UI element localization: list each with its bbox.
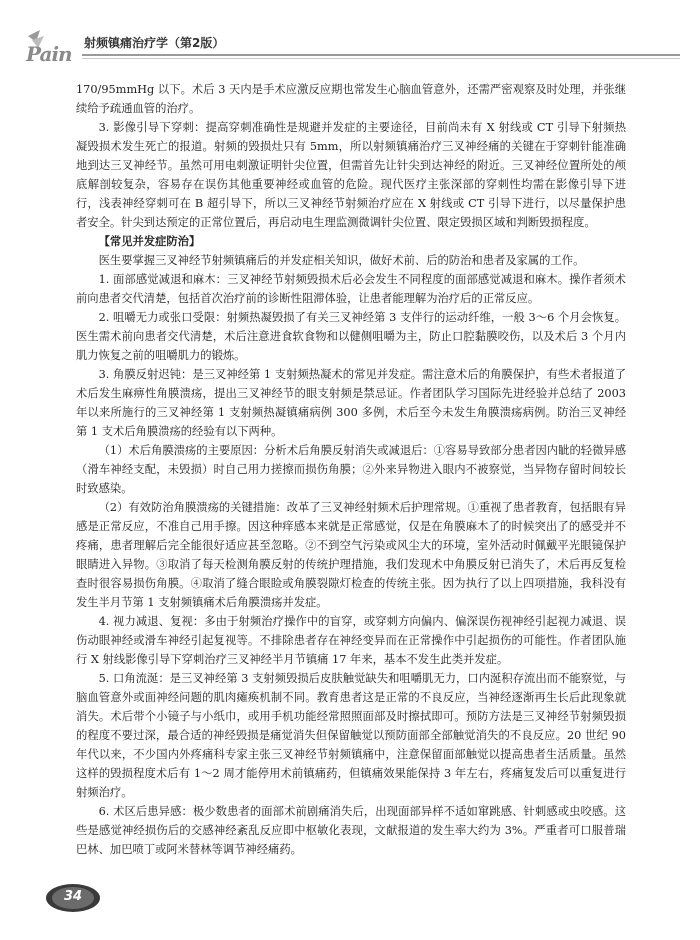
paragraph: （2）有效防治角膜溃疡的关键措施：改革了三叉神经射频术后护理常规。①重视了患者教育，包括眼有异感是正常反应，不准自己用手擦。因这种痒感本来就是正常感觉，仅是在角膜麻木了的时候突出了的感受并不疼痛，患者理解后完全能很好适应甚至忽略。②不到空气污染或风尘大的环境，室外活动时佩戴平光眼镜保护眼睛进入异物。③取消了每天检测角膜反射的传统护理措施，我们发现术中角膜反射已消失了，术后再反复检查时很容易损伤角膜。④取消了缝合眼睑或角膜裂隙灯检查的传统主张。因为执行了以上四项措施，我科没有发生半月节第 1 支射频镇痛术后角膜溃疡并发症。 <box>76 501 626 609</box>
paragraph: 170/95mmHg 以下。术后 3 天内是手术应激反应期也常发生心脑血管意外，还需严密观察及时处理，并张继续给予疏通血管的治疗。 <box>76 83 626 115</box>
header-rule <box>82 54 680 56</box>
paragraph: 6. 术区后患异感：极少数患者的面部术前剧痛消失后，出现面部异样不适如窜跳感、针刺感或虫咬感。这些是感觉神经损伤后的交感神经紊乱反应即中枢敏化表现，文献报道的发生率大约为 3%。严重者可口服普瑞巴林、加巴喷丁或阿米替林等调节神经痛药。 <box>76 805 626 856</box>
paragraph: 医生要掌握三叉神经节射频镇痛后的并发症相关知识，做好术前、后的防治和患者及家属的工作。 <box>98 254 585 267</box>
paragraph: 3. 角膜反射迟钝：是三叉神经第 1 支射频热凝术的常见并发症。需注意术后的角膜保护，有些术者报道了术后发生麻痹性角膜溃疡，提出三叉神经节的眼支射频是禁忌证。作者团队学习国际先进经验并总结了 2003 年以来所施行的三叉神经第 1 支射频热凝镇痛病例 300 多例，术后至今未发生角膜溃疡病例。防治三叉神经第 1 支术后角膜溃疡的经验有以下两种。 <box>76 368 626 438</box>
paragraph: 5. 口角流涎：是三叉神经第 3 支射频毁损后皮肤触觉缺失和咀嚼肌无力，口内涎积存流出而不能察觉，与脑血管意外或面神经问题的肌肉瘫痪机制不同。教育患者这是正常的不良反应，当神经逐渐再生长后此现象就消失。术后带个小镜子与小纸巾，或用手机功能经常照照面部及时擦拭即可。预防方法是三叉神经节射频毁损的程度不要过深，最合适的神经毁损是痛觉消失但保留触觉以预防面部全部触觉消失的不良反应。20 世纪 90 年代以来，不少国内外疼痛科专家主张三叉神经节射频镇痛中，注意保留面部触觉以提高患者生活质量。虽然这样的毁损程度术后有 1～2 周才能停用术前镇痛药，但镇痛效果能保持 3 年左右，疼痛复发后可以重复进行射频治疗。 <box>76 672 626 799</box>
paragraph: 1. 面部感觉减退和麻木：三叉神经节射频毁损术后必会发生不同程度的面部感觉减退和麻木。操作者须术前向患者交代清楚，包括首次治疗前的诊断性阻滞体验，让患者能理解为治疗后的正常反应。 <box>76 273 626 305</box>
paragraph: 3. 影像引导下穿刺：提高穿刺准确性是规避并发症的主要途径，目前尚未有 X 射线或 CT 引导下射频热凝毁损术发生死亡的报道。射频的毁损灶只有 5mm，所以射频镇痛治疗三叉神经痛的关键在于穿刺针能准确地到达三叉神经节。虽然可用电刺激证明针尖位置，但需首先让针尖到达神经的附近。三叉神经位置所处的颅底解剖较复杂，容易存在误伤其他重要神经或血管的危险。现代医疗主张深部的穿刺性均需在影像引导下进行，浅表神经穿刺可在 B 超引导下，所以三叉神经节射频治疗应在 X 射线或 CT 引导下进行，以尽量保护患者安全。针尖到达预定的正常位置后，再启动电生理监测微调针尖位置、限定毁损区域和判断毁损程度。 <box>76 121 626 229</box>
header-rule-thin <box>82 58 680 59</box>
logo-wordmark: Pain <box>26 42 72 66</box>
page-body <box>76 80 626 859</box>
paragraph: 4. 视力减退、复视：多由于射频治疗操作中的盲穿，或穿刺方向偏内、偏深误伤视神经引起视力减退、误伤动眼神经或滑车神经引起复视等。不排除患者存在神经变异而在正常操作中引起损伤的可能性。作者团队施行 X 射线影像引导下穿刺治疗三叉神经半月节镇痛 17 年来，基本不发生此类并发症。 <box>76 615 626 666</box>
page-number-badge <box>46 884 100 912</box>
book-logo <box>22 28 82 72</box>
page-header <box>22 28 680 72</box>
section-heading: 【常见并发症防治】 <box>98 235 201 248</box>
paragraph: 2. 咀嚼无力或张口受限：射频热凝毁损了有关三叉神经第 3 支伴行的运动纤维，一般 3～6 个月会恢复。医生需术前向患者交代清楚，术后注意进食软食物和以健侧咀嚼为主，防止口腔黏膜咬伤，以及术后 3 个月内肌力恢复之前的咀嚼肌力的锻炼。 <box>76 311 626 362</box>
running-head-title: 射频镇痛治疗学（第2版） <box>84 36 225 50</box>
paragraph: （1）术后角膜溃疡的主要原因：分析术后角膜反射消失或减退后：①容易导致部分患者因内眦的轻微异感（滑车神经支配，未毁损）时自己用力搓擦而损伤角膜；②外来异物进入眼内不被察觉，当异物存留时间较长时致感染。 <box>76 444 626 495</box>
page-number: 34 <box>63 889 83 904</box>
